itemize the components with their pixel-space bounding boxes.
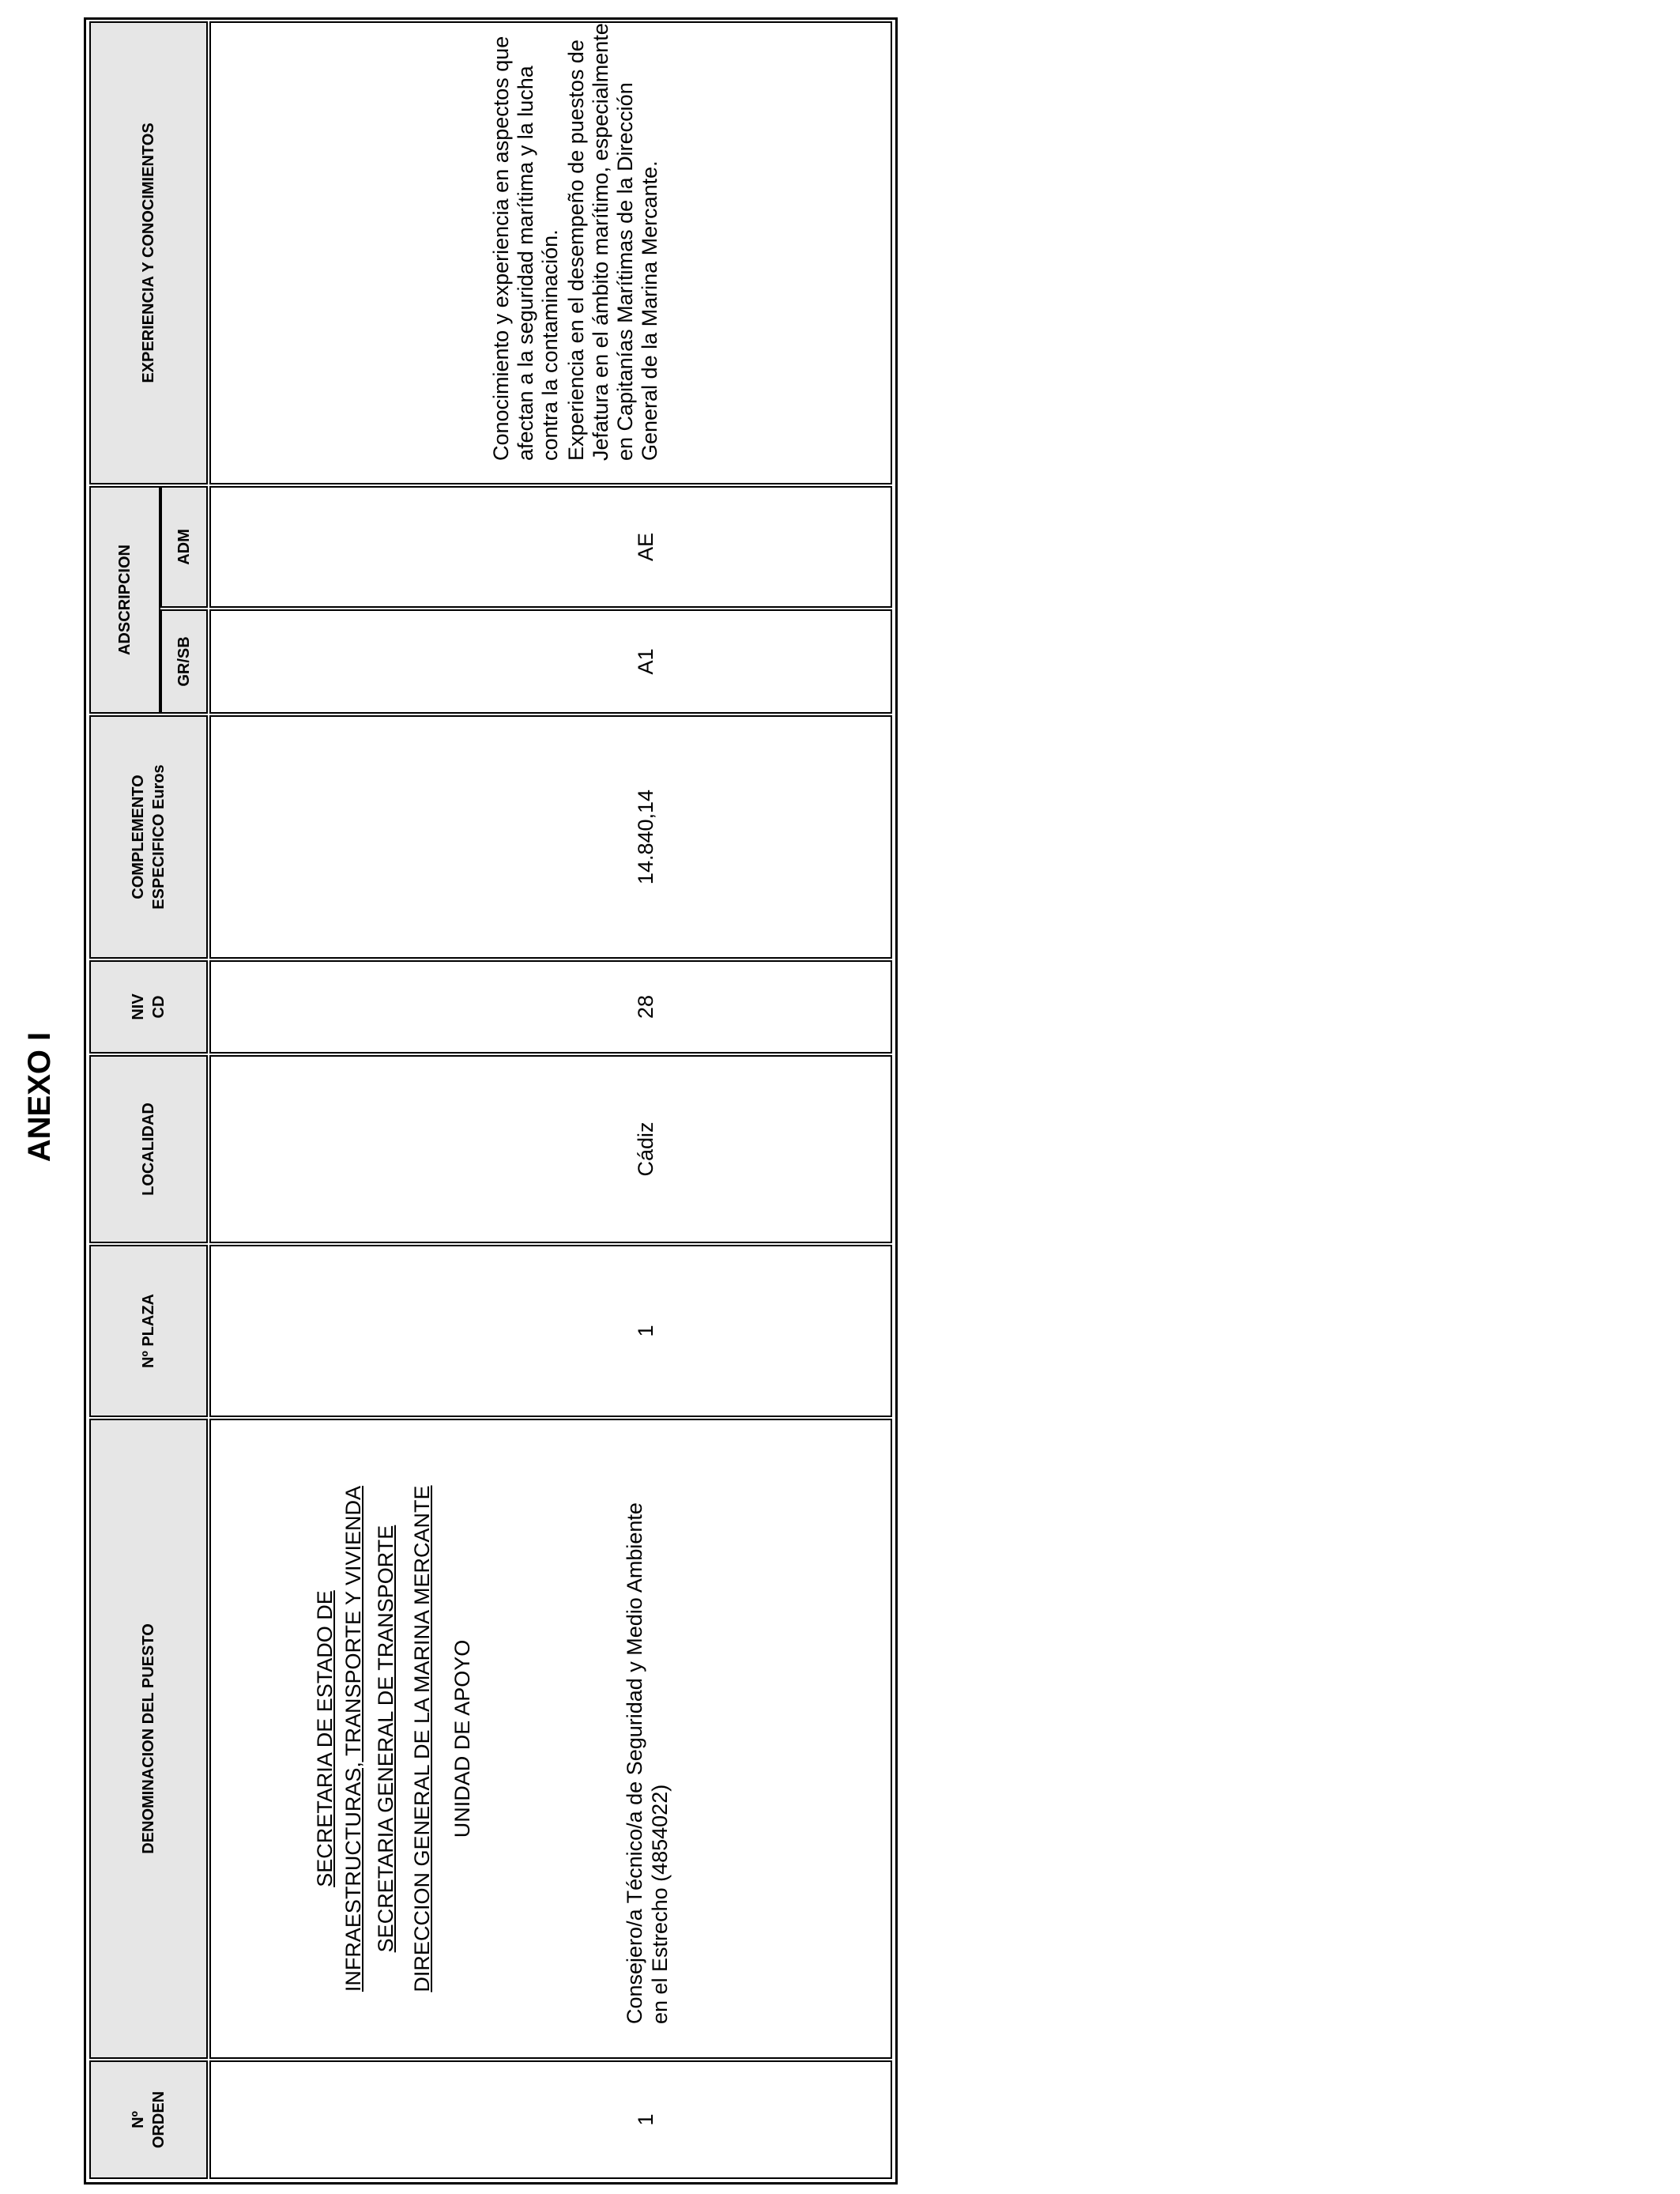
unit-line-2: INFRAESTRUCTURAS, TRANSPORTE Y VIVIENDA	[341, 1485, 365, 1992]
header-adm	[160, 486, 208, 608]
puesto-line-2: en el Estrecho (4854022)	[648, 1784, 672, 2024]
cell-grsb	[209, 609, 892, 714]
cell-niv	[209, 960, 892, 1054]
positions-table	[84, 17, 898, 2185]
header-experiencia	[89, 21, 208, 484]
cell-orden	[209, 2060, 892, 2179]
cell-adm	[209, 486, 892, 608]
header-plaza-label: Nº PLAZA	[140, 1294, 157, 1368]
complemento-value: 14.840,14	[634, 789, 657, 885]
header-complemento	[89, 715, 208, 959]
unit-line-1: SECRETARIA DE ESTADO DE	[313, 1590, 337, 1887]
localidad-value: Cádiz	[634, 1122, 657, 1177]
unit-line-3: SECRETARIA GENERAL DE TRANSPORTE	[374, 1525, 397, 1953]
grsb-value: A1	[634, 648, 657, 675]
header-denominacion	[89, 1419, 208, 2059]
cell-complemento	[209, 715, 892, 959]
header-adscripcion-label: ADSCRIPCION	[116, 545, 134, 656]
experiencia-paragraph-1: Conocimiento y experiencia en aspectos que afectan a la seguridad marítima y la lucha contra la contaminación.	[489, 36, 562, 461]
header-grsb	[160, 609, 208, 714]
unit-line-4: DIRECCION GENERAL DE LA MARINA MERCANTE	[410, 1485, 434, 1992]
niv-value: 28	[634, 994, 657, 1020]
header-denominacion-label: DENOMINACION DEL PUESTO	[140, 1623, 157, 1854]
orden-value: 1	[634, 2113, 657, 2126]
header-complemento-label: COMPLEMENTO ESPECIFICO Euros	[130, 764, 168, 910]
header-adscripcion	[89, 486, 160, 714]
plaza-value: 1	[634, 1325, 657, 1337]
header-orden-label: Nº ORDEN	[130, 2090, 168, 2149]
header-localidad-label: LOCALIDAD	[140, 1103, 157, 1196]
adm-value: AE	[634, 532, 657, 562]
cell-experiencia	[209, 21, 892, 484]
header-adm-label: ADM	[175, 529, 193, 565]
puesto-name	[622, 1439, 672, 2024]
cell-denominacion	[209, 1419, 892, 2059]
unit-line-5: UNIDAD DE APOYO	[450, 1639, 474, 1838]
header-niv-label: NIV CD	[130, 993, 168, 1020]
document-title: ANEXO I	[22, 1031, 57, 1163]
header-niv	[89, 960, 208, 1054]
experiencia-paragraph-2: Experiencia en el desempeño de puestos de Jefatura en el ámbito marítimo, especialmente en Capitanías Marítimas de la Dirección General de la Marina Mercante.	[564, 23, 661, 461]
organizational-units	[311, 1420, 484, 2057]
experiencia-text	[489, 18, 662, 461]
cell-localidad	[209, 1055, 892, 1243]
header-grsb-label: GR/SB	[175, 636, 193, 687]
cell-plaza	[209, 1245, 892, 1417]
header-plaza	[89, 1245, 208, 1417]
puesto-line-1: Consejero/a Técnico/a de Seguridad y Medio Ambiente	[623, 1502, 646, 2024]
header-orden	[89, 2060, 208, 2179]
header-experiencia-label: EXPERIENCIA Y CONOCIMIENTOS	[140, 123, 157, 383]
header-localidad	[89, 1055, 208, 1243]
